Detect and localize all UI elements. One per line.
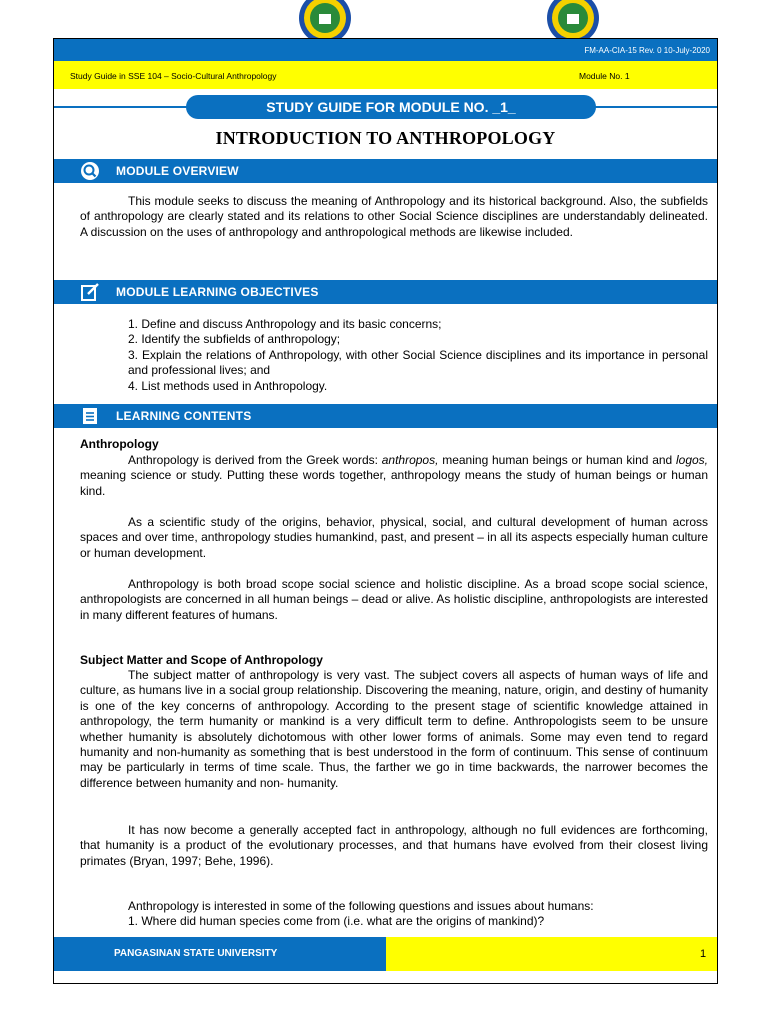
study-guide-banner: STUDY GUIDE FOR MODULE NO. _1_ [186, 95, 596, 119]
university-seal-left [294, 0, 356, 40]
paragraph: The subject matter of anthropology is very vast. The subject covers all aspects of human ways of life and culture, as humans live in a social group relationship. Discovering the meaning, nature, origin, and destiny of humanity is one of the key concerns of anthropology. According to the present stage of scientific knowledge attained in anthropology, the term humanity or mankind is a very difficult term to define. Anthropologists seem to be unsure whether humanity is absolutely dichotomous with other lower forms of animals. Some may even tend to regard humanity and non-humanity as something that is best understood in the form of continuum. This sense of continuum may be particularly in terms of time scale. Thus, the farther we go in time backwards, the narrower becomes the difference between humanity and non- humanity. [80, 668, 708, 790]
text-run: Anthropology is derived from the Greek words: [128, 453, 382, 467]
search-icon [80, 161, 100, 181]
list-item: 1. Define and discuss Anthropology and its basic concerns; [128, 317, 442, 331]
question-item: 1. Where did human species come from (i.e. what are the origins of mankind)? [128, 914, 545, 928]
paragraph: It has now become a generally accepted fact in anthropology, although no full evidences are forthcoming, that humanity is a product of the evolutionary processes, and that humans have evolved from their closest living primates (Bryan, 1997; Behe, 1996). [80, 823, 708, 868]
list-item: 4. List methods used in Anthropology. [128, 378, 328, 393]
text-run: meaning science or study. Putting these words together, anthropology means the study of human beings or human kind. [80, 468, 708, 498]
section-overview-bar [54, 159, 717, 183]
section-heading: LEARNING CONTENTS [116, 409, 252, 423]
footer-university: PANGASINAN STATE UNIVERSITY [114, 948, 278, 959]
document-code: FM-AA-CIA-15 Rev. 0 10-July-2020 [584, 46, 710, 55]
footer-page-bar [386, 937, 717, 971]
document-icon [80, 406, 100, 426]
text-run: meaning human beings or human kind and [438, 453, 676, 467]
greek-term: anthropos, [381, 453, 439, 467]
objectives-list [128, 317, 708, 394]
module-number: Module No. 1 [579, 71, 630, 81]
list-item: 2. Identify the subfields of anthropology; [128, 332, 341, 347]
page-number: 1 [700, 948, 707, 960]
course-title: Study Guide in SSE 104 – Socio-Cultural Anthropology [70, 71, 277, 81]
paragraph: As a scientific study of the origins, behavior, physical, social, and cultural development of human across spaces and over time, anthropology studies humankind, past, and present – in all its aspects especially human culture or human development. [80, 515, 708, 560]
subsection-heading: Subject Matter and Scope of Anthropology [80, 653, 323, 667]
list-item: 3. Explain the relations of Anthropology, with other Social Science disciplines and its importance in personal and professional lives; and [128, 347, 708, 378]
page-title: INTRODUCTION TO ANTHROPOLOGY [215, 128, 556, 148]
section-heading: MODULE LEARNING OBJECTIVES [116, 285, 319, 299]
overview-text: This module seeks to discuss the meaning of Anthropology and its historical background. Also, the subfields of anthropology are clearly stated and its relations to other Social Science disciplines are understandably delineated. A discussion on the uses of anthropology and anthropological methods are likewise included. [80, 194, 708, 239]
paragraph: Anthropology is interested in some of the following questions and issues about humans: [128, 899, 594, 913]
paragraph: Anthropology is both broad scope social science and holistic discipline. As a broad scope social science, anthropologists are concerned in all human beings – dead or alive. As holistic discipline, anthropologists are interested in many different features of humans. [80, 577, 708, 622]
subsection-heading: Anthropology [80, 437, 159, 451]
section-objectives-bar [54, 280, 717, 304]
paragraph [80, 453, 708, 499]
section-heading: MODULE OVERVIEW [116, 164, 239, 178]
greek-term: logos, [675, 453, 709, 467]
section-contents-bar [54, 404, 717, 428]
university-seal-right [542, 0, 604, 40]
edit-icon [80, 282, 100, 302]
